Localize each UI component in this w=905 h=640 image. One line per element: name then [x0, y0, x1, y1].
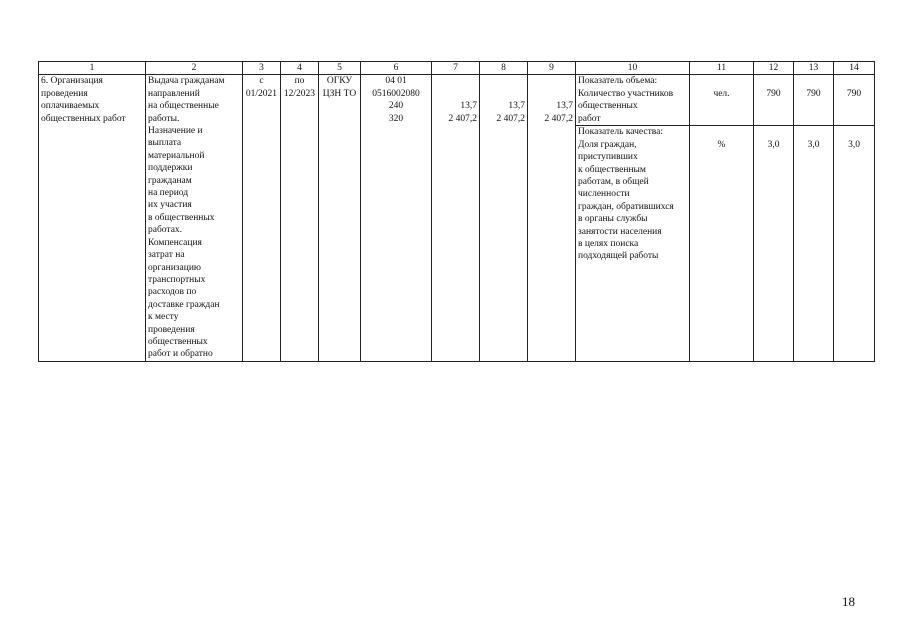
col7-line: [434, 75, 477, 87]
event-line: проведения: [148, 324, 195, 335]
volume-indicator-line: работ: [578, 113, 601, 124]
quality-indicator-line: граждан, обратившихся: [578, 201, 674, 212]
end-prefix: по: [294, 76, 305, 87]
event-line: гражданам: [148, 175, 192, 186]
kbk-cell: [361, 75, 432, 361]
quality-value-cell: [794, 126, 834, 361]
event-line: Компенсация: [148, 237, 202, 248]
column-number: 7: [432, 62, 480, 75]
col9-line: [530, 75, 573, 87]
col8-line: 13,7: [508, 101, 525, 112]
col7-line: [434, 88, 477, 100]
event-line: материальной: [148, 150, 205, 161]
volume-indicator-line: общественных: [578, 101, 638, 112]
page-number: 18: [842, 594, 855, 609]
col9-line: 2 407,2: [544, 113, 573, 124]
quality-indicator-line: приступивших: [578, 152, 638, 163]
volume-indicator-line: Количество участников: [578, 88, 674, 99]
col9-line: 13,7: [556, 101, 573, 112]
column-number: 4: [281, 62, 319, 75]
event-line: Выдача гражданам: [148, 76, 225, 87]
volume-indicator-line: Показатель объема:: [578, 76, 658, 87]
quality-value-cell: [754, 126, 794, 361]
column-number: 14: [834, 62, 875, 75]
executor-line: ОГКУ: [326, 76, 353, 87]
col9-line: [530, 88, 573, 100]
volume-value-cell: [754, 75, 794, 126]
col8-line: 2 407,2: [496, 113, 525, 124]
col8-line: [482, 88, 525, 100]
executor-cell: [319, 75, 361, 361]
quality-indicator-line: в органы службы: [578, 214, 648, 225]
start-date: 01/2021: [245, 88, 278, 99]
table-row: [39, 75, 875, 126]
quality-indicator-line: подходящей работы: [578, 251, 659, 262]
event-line: на период: [148, 188, 189, 199]
kbk-line: 240: [388, 101, 404, 112]
col7-cell: [432, 75, 480, 361]
start-prefix: с: [259, 76, 264, 87]
activity-name-line: проведения: [41, 88, 88, 99]
column-number: 5: [319, 62, 361, 75]
quality-indicator-line: к общественным: [578, 164, 646, 175]
event-line: работах.: [148, 225, 183, 236]
column-number: 12: [754, 62, 794, 75]
event-line: работы.: [148, 113, 180, 124]
quality-indicator-line: в целях поиска: [578, 239, 639, 250]
event-line: в общественных: [148, 212, 215, 223]
end-date-cell: [281, 75, 319, 361]
event-line: общественных: [148, 336, 208, 347]
end-date: 12/2023: [283, 88, 316, 99]
quality-value: 3,0: [767, 139, 780, 150]
quality-unit-cell: [690, 126, 754, 361]
column-number: 11: [690, 62, 754, 75]
quality-indicator-line: Показатель качества:: [578, 127, 663, 138]
quality-indicator-line: Доля граждан,: [578, 139, 637, 150]
start-date-cell: [243, 75, 281, 361]
volume-value: 790: [766, 88, 781, 99]
activity-name-line: оплачиваемых: [41, 101, 100, 112]
event-description-cell: [146, 75, 243, 361]
column-number: 2: [146, 62, 243, 75]
col9-cell: [528, 75, 576, 361]
volume-value-cell: [794, 75, 834, 126]
event-line: выплата: [148, 138, 182, 149]
event-line: расходов по: [148, 287, 197, 298]
event-line: на общественные: [148, 101, 219, 112]
event-line: направлений: [148, 88, 200, 99]
kbk-line: 320: [388, 113, 404, 124]
col7-line: 13,7: [460, 101, 477, 112]
volume-unit-cell: [690, 75, 754, 126]
volume-value: 790: [846, 88, 862, 99]
col8-cell: [480, 75, 528, 361]
volume-indicator-cell: [576, 75, 690, 126]
event-line: затрат на: [148, 250, 185, 261]
quality-value-cell: [834, 126, 875, 361]
col7-line: 2 407,2: [448, 113, 477, 124]
quality-indicator-line: занятости населения: [578, 226, 662, 237]
column-number: 8: [480, 62, 528, 75]
column-number-row: [39, 62, 875, 75]
volume-unit: чел.: [713, 88, 730, 99]
quality-unit: %: [717, 139, 726, 150]
column-number: 13: [794, 62, 834, 75]
event-line: работ и обратно: [148, 349, 213, 360]
event-line: Назначение и: [148, 126, 203, 137]
event-line: организацию: [148, 262, 202, 273]
event-line: доставке граждан: [148, 299, 220, 310]
column-number: 6: [361, 62, 432, 75]
program-table: [38, 61, 875, 362]
column-number: 1: [39, 62, 146, 75]
quality-indicator-line: численности: [578, 189, 630, 200]
volume-value: 790: [806, 88, 821, 99]
activity-name-line: общественных работ: [41, 113, 126, 124]
kbk-line: 0516002080: [372, 88, 420, 99]
event-line: поддержки: [148, 163, 193, 174]
kbk-line: 04 01: [385, 76, 407, 87]
quality-indicator-cell: [576, 126, 690, 361]
volume-value-cell: [834, 75, 875, 126]
col8-line: [482, 75, 525, 87]
executor-line: ЦЗН ТО: [322, 88, 357, 99]
activity-name-line: 6. Организация: [41, 76, 103, 87]
column-number: 9: [528, 62, 576, 75]
quality-value: 3,0: [807, 139, 820, 150]
event-line: их участия: [148, 200, 192, 211]
quality-value: 3,0: [848, 139, 860, 150]
column-number: 3: [243, 62, 281, 75]
column-number: 10: [576, 62, 690, 75]
quality-indicator-line: работам, в общей: [578, 177, 649, 188]
event-line: к месту: [148, 312, 179, 323]
activity-name-cell: [39, 75, 146, 361]
event-line: транспортных: [148, 274, 206, 285]
